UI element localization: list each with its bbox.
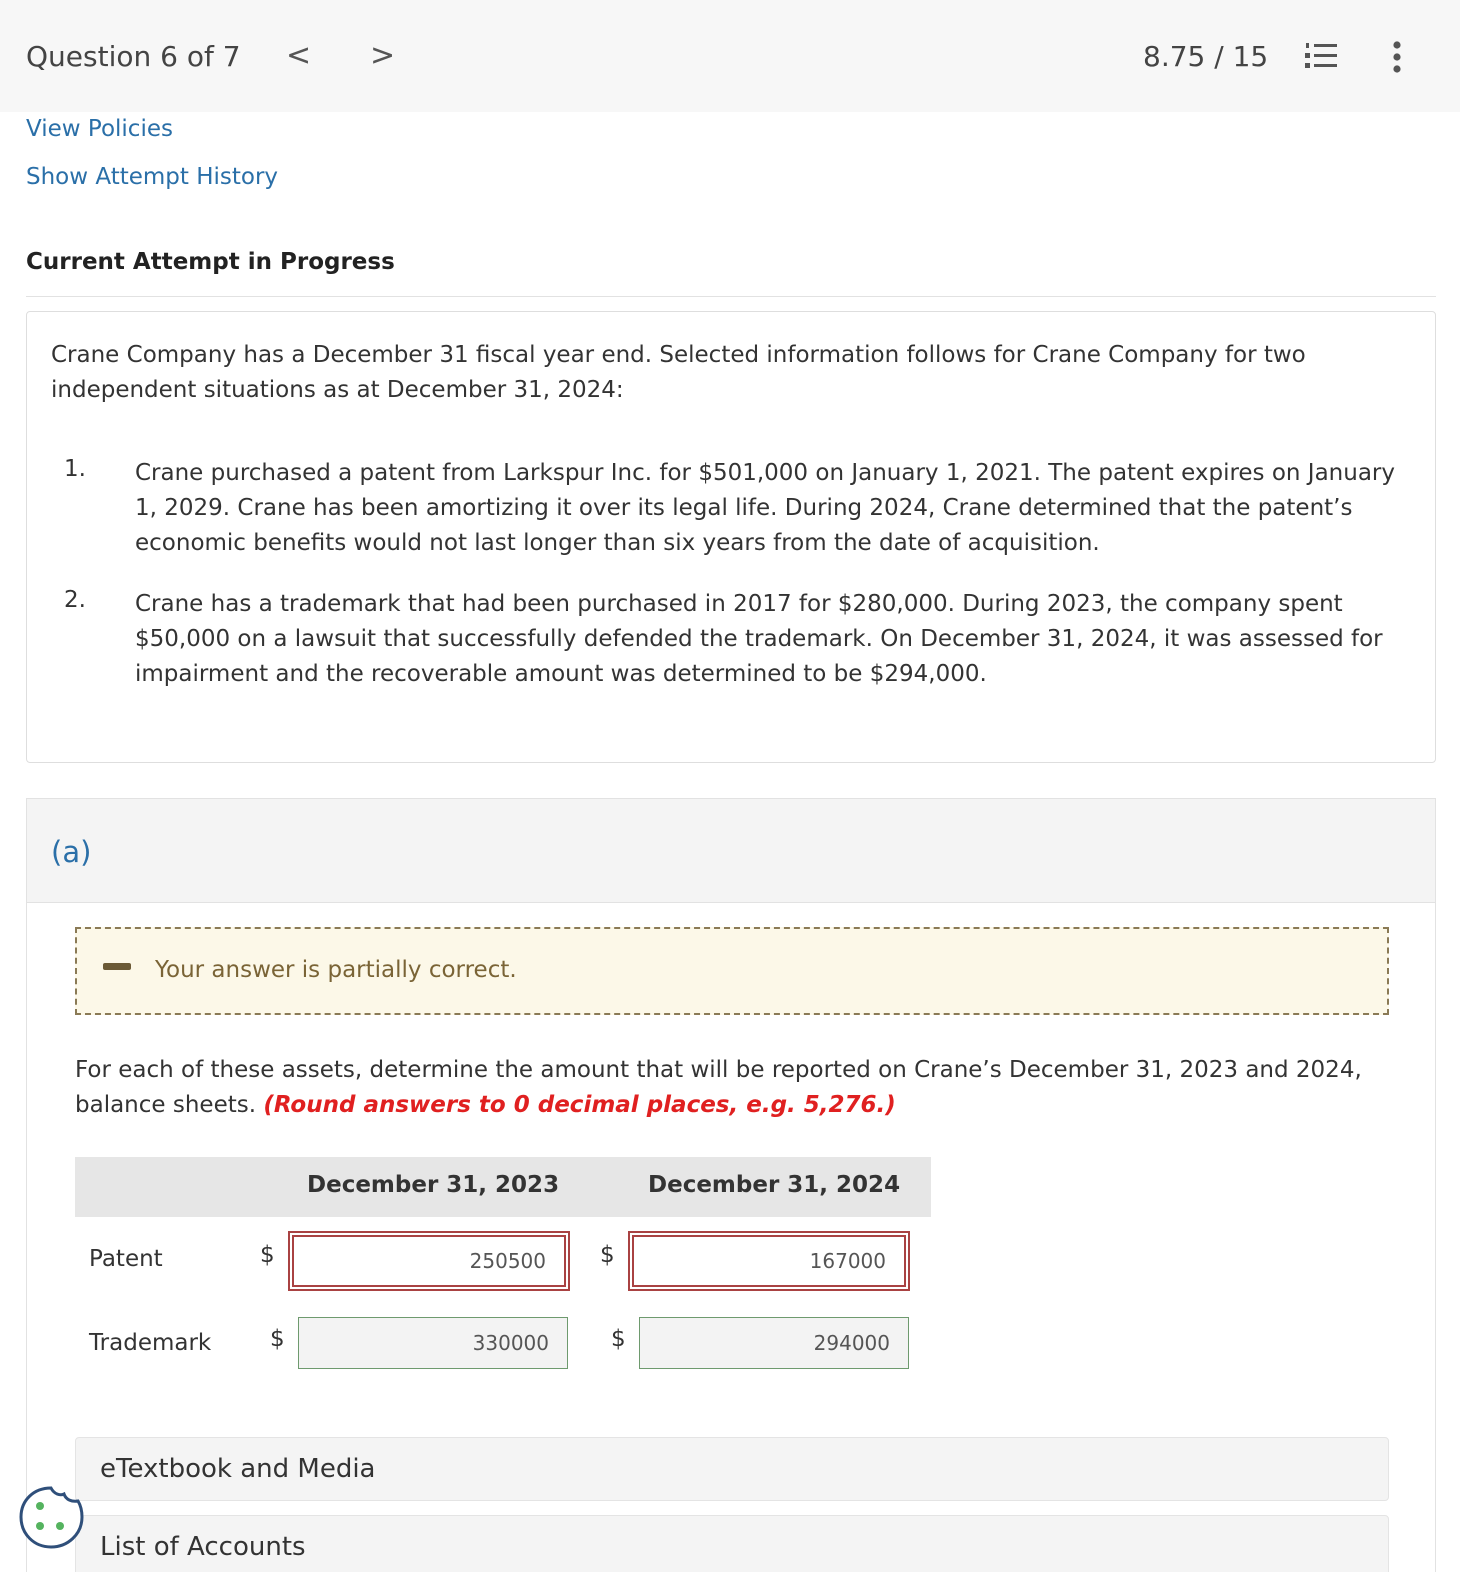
question-box <box>26 311 1436 763</box>
partial-correct-icon <box>103 963 131 970</box>
accordion-label: eTextbook and Media <box>100 1454 376 1484</box>
instruction <box>75 1053 1405 1123</box>
row-label-patent: Patent <box>89 1246 163 1272</box>
attempt-status: Current Attempt in Progress <box>26 249 395 275</box>
etextbook-media-accordion[interactable] <box>75 1437 1389 1501</box>
part-a-section <box>26 798 1436 1572</box>
column-header: December 31, 2024 <box>648 1172 901 1198</box>
currency-symbol: $ <box>611 1326 626 1352</box>
item-text: Crane purchased a patent from Larkspur Inc. for $501,000 on January 1, 2021. The patent expires on January 1, 2029. Crane has been amortizing it over its legal life. During 2024, Crane determined that the patent’s economic benefits would not last longer than six years from the date of acquisition. <box>135 460 1396 556</box>
list-of-accounts-accordion[interactable] <box>75 1515 1389 1572</box>
feedback-banner <box>75 927 1389 1015</box>
top-bar <box>0 0 1460 112</box>
column-header: December 31, 2023 <box>307 1172 560 1198</box>
currency-symbol: $ <box>270 1326 285 1352</box>
patent-2024-input[interactable] <box>632 1235 906 1287</box>
part-header <box>27 799 1435 903</box>
view-policies-link[interactable]: View Policies <box>26 116 173 142</box>
currency-symbol: $ <box>600 1242 615 1268</box>
previous-question-button[interactable]: < <box>286 38 312 73</box>
row-label-trademark: Trademark <box>89 1330 212 1356</box>
patent-2023-input[interactable] <box>292 1235 566 1287</box>
answer-table-header <box>75 1157 931 1217</box>
question-list-icon[interactable] <box>1305 42 1337 70</box>
score-display: 8.75 / 15 <box>1143 40 1269 73</box>
item-text: Crane has a trademark that had been purchased in 2017 for $280,000. During 2023, the company spent $50,000 on a lawsuit that successfully defended the trademark. On December 31, 2024, it was assessed for impairment and the recoverable amount was determined to be $294,000. <box>135 591 1383 687</box>
next-question-button[interactable]: > <box>370 38 396 73</box>
trademark-2024-input[interactable] <box>639 1317 909 1369</box>
question-title: Question 6 of 7 <box>26 40 241 73</box>
item-number: 2. <box>64 587 86 613</box>
instruction-text: For each of these assets, determine the amount that will be reported on Crane’s December 31, 2023 and 2024, balance sheets. <box>75 1057 1362 1118</box>
trademark-2023-input[interactable] <box>298 1317 568 1369</box>
part-label: (a) <box>51 835 92 869</box>
show-attempt-history-link[interactable]: Show Attempt History <box>26 164 279 190</box>
currency-symbol: $ <box>260 1242 275 1268</box>
divider <box>26 296 1436 297</box>
item-number: 1. <box>64 456 86 482</box>
question-intro: Crane Company has a December 31 fiscal year end. Selected information follows for Crane Company for two independent situations as at December 31, 2024: <box>51 342 1306 403</box>
feedback-text: Your answer is partially correct. <box>155 957 517 983</box>
more-options-icon[interactable] <box>1390 40 1404 74</box>
accordion-label: List of Accounts <box>100 1532 306 1562</box>
cookie-settings-icon[interactable] <box>18 1484 84 1550</box>
rounding-note: (Round answers to 0 decimal places, e.g. 5,276.) <box>263 1092 896 1118</box>
